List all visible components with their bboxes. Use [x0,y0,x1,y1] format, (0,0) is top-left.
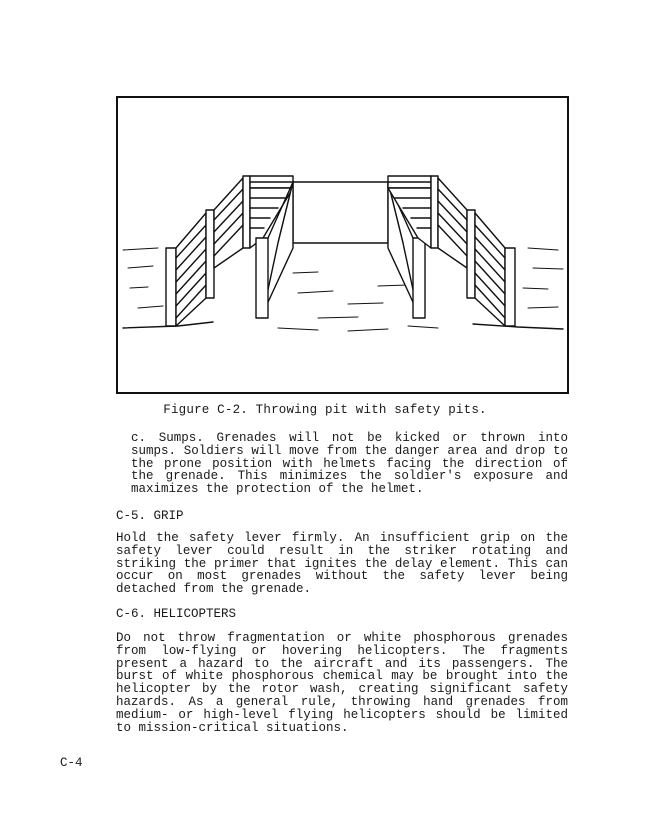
figure-caption: Figure C-2. Throwing pit with safety pits. [163,403,487,417]
throwing-pit-illustration [118,98,567,392]
paragraph-sumps: c. Sumps. Grenades will not be kicked or thrown into sumps. Soldiers will move from the danger area and drop to the prone position with helmets facing the direction of the grenade. This minimizes the soldier's exposure and maximizes the protection of the helmet. [131,431,568,497]
figure-throwing-pit [116,96,569,394]
section-heading-grip: C-5. GRIP [116,509,184,523]
paragraph-helicopters: Do not throw fragmentation or white phosphorous grenades from low-flying or hovering helicopters. The fragments present a hazard to the aircraft and its passengers. The burst of white phosphorous chemical may be brought into the helicopter by the rotor wash, creating significant safety hazards. As a general rule, throwing hand grenades from medium- or high-level flying helicopters should be limited to mission-critical situations. [116,631,568,735]
paragraph-grip: Hold the safety lever firmly. An insufficient grip on the safety lever could result in the striker rotating and striking the primer that ignites the delay element. This can occur on most grenades without the safety lever being detached from the grenade. [116,531,568,597]
page-number: C-4 [60,756,83,770]
section-heading-helicopters: C-6. HELICOPTERS [116,607,237,621]
